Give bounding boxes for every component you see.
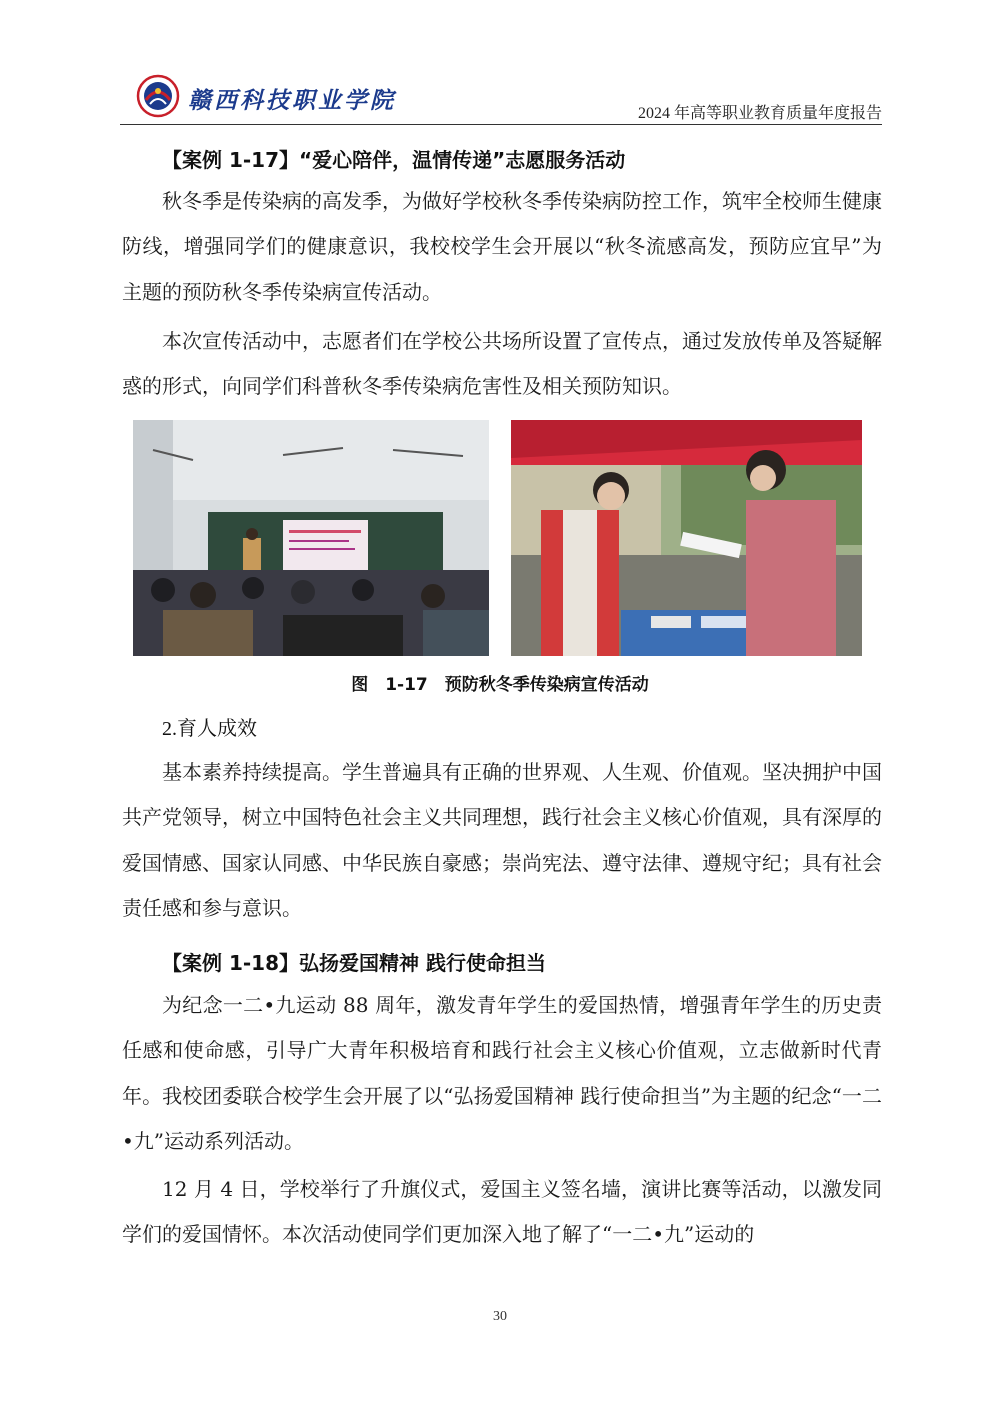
case-1-18-paragraph-1: 为纪念一二•九运动 88 周年，激发青年学生的爱国热情，增强青年学生的历史责任感和使命感，引导广大青年积极培育和践行社会主义核心价值观，立志做新时代青年。我校团委联合校学生会开展了以“弘扬爱国精神 践行使命担当”为主题的纪念“一二•九”运动系列活动。 xyxy=(122,993,882,1153)
photo-volunteer-booth xyxy=(511,420,862,656)
figure-caption: 图 1-17 预防秋冬季传染病宣传活动 xyxy=(351,675,649,695)
page-number: 30 xyxy=(493,1309,507,1324)
case-1-17-paragraph-1: 秋冬季是传染病的高发季，为做好学校秋冬季传染病防控工作，筑牢全校师生健康防线，增强同学们的健康意识，我校校学生会开展以“秋冬流感高发，预防应宜早”为主题的预防秋冬季传染病宣传活动。 xyxy=(122,189,882,304)
section-2-paragraph: 基本素养持续提高。学生普遍具有正确的世界观、人生观、价值观。坚决拥护中国共产党领导，树立中国特色社会主义共同理想，践行社会主义核心价值观，具有深厚的爱国情感、国家认同感、中华民族自豪感；崇尚宪法、遵守法律、遵规守纪；具有社会责任感和参与意识。 xyxy=(122,760,882,920)
report-title: 2024 年高等职业教育质量年度报告 xyxy=(637,105,882,122)
page-header xyxy=(120,74,882,126)
case-1-17-title: 【案例 1-17】“爱心陪伴，温情传递”志愿服务活动 xyxy=(162,148,626,172)
school-emblem-icon xyxy=(136,74,180,118)
photo-classroom-lecture xyxy=(133,420,489,656)
case-1-17-paragraph-2: 本次宣传活动中，志愿者们在学校公共场所设置了宣传点，通过发放传单及答疑解惑的形式，向同学们科普秋冬季传染病危害性及相关预防知识。 xyxy=(122,329,882,399)
case-1-18-title: 【案例 1-18】弘扬爱国精神 践行使命担当 xyxy=(162,951,546,975)
section-heading: 2.育人成效 xyxy=(162,718,257,740)
school-name-logotype: 赣西科技职业学院 xyxy=(188,87,396,114)
header-divider xyxy=(120,124,882,125)
case-1-18-paragraph-2: 12 月 4 日，学校举行了升旗仪式，爱国主义签名墙，演讲比赛等活动，以激发同学们的爱国情怀。本次活动使同学们更加深入地了解了“一二•九”运动的 xyxy=(122,1177,882,1247)
